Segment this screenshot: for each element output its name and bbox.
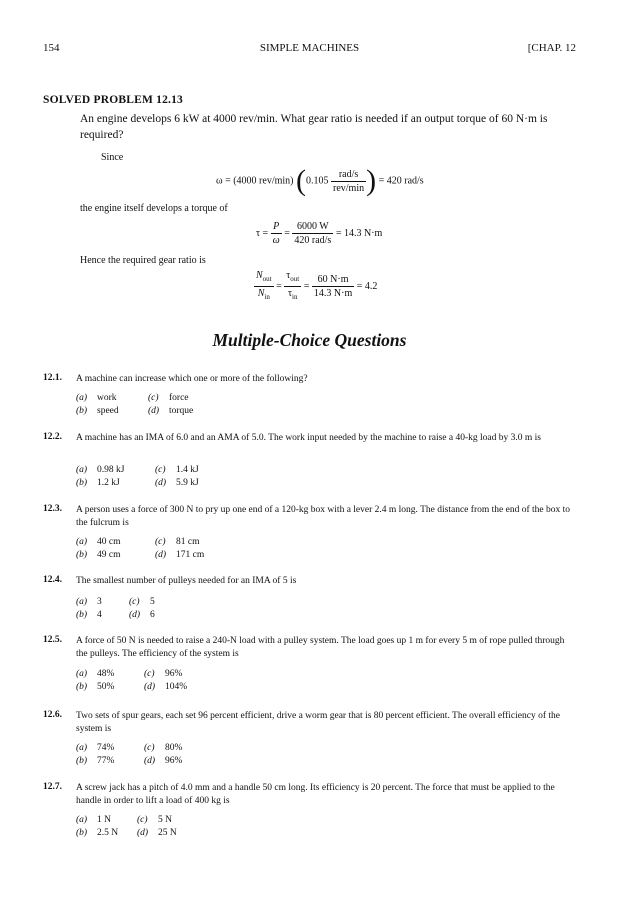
right-paren: ) xyxy=(366,164,377,197)
tau-frac2 xyxy=(292,220,333,247)
option-c: (c) 80% xyxy=(144,743,183,753)
option-a: (a) 3 xyxy=(76,597,102,607)
option-d: (d) 171 cm xyxy=(155,550,205,560)
ratio-t-den: $\tau_{in}$ xyxy=(288,288,298,301)
ratio-v-num: 60 N·m xyxy=(312,273,354,287)
torque-equation xyxy=(256,220,382,247)
ratio-v-den: 14.3 N·m xyxy=(313,288,353,299)
chapter-ref: [CHAP. 12 xyxy=(527,42,576,54)
question-number: 12.4. xyxy=(43,575,62,585)
ratio-n-num: $N_{out}$ xyxy=(254,269,274,287)
question-number: 12.7. xyxy=(43,782,62,792)
solved-problem-text: An engine develops 6 kW at 4000 rev/min. What gear ratio is needed if an output torque of 60 N·m is required? xyxy=(80,113,548,141)
tau-frac2-den: 420 rad/s xyxy=(294,235,332,246)
page-number: 154 xyxy=(43,42,60,54)
option-d: (d) torque xyxy=(148,406,194,416)
option-b: (b) 1.2 kJ xyxy=(76,478,120,488)
tau-frac1-num: P xyxy=(271,220,282,234)
question-number: 12.1. xyxy=(43,373,62,383)
question-text: A screw jack has a pitch of 4.0 mm and a handle 50 cm long. Its efficiency is 20 percent. The force that must be applied to the handle in order to lift a load of 400 kg is xyxy=(76,783,555,806)
option-a: (a) 48% xyxy=(76,669,115,679)
ratio-v-frac xyxy=(312,273,354,300)
option-c: (c) 81 cm xyxy=(155,537,200,547)
question-text: A machine can increase which one or more of the following? xyxy=(76,374,308,384)
option-b: (b) 77% xyxy=(76,756,115,766)
since-label: Since xyxy=(101,152,124,163)
omega-lhs: ω = (4000 rev/min) xyxy=(216,175,294,187)
ratio-n-frac xyxy=(254,269,274,304)
option-c: (c) 1.4 kJ xyxy=(155,465,199,475)
option-b: (b) 50% xyxy=(76,682,115,692)
option-d: (d) 5.9 kJ xyxy=(155,478,199,488)
option-b: (b) 4 xyxy=(76,610,102,620)
option-c: (c) 96% xyxy=(144,669,183,679)
question-text: A force of 50 N is needed to raise a 240-N load with a pulley system. The load goes up 1 m for every 5 m of rope pulled through the pulleys. The efficiency of the system is xyxy=(76,636,565,659)
option-a: (a) 40 cm xyxy=(76,537,121,547)
option-d: (d) 96% xyxy=(144,756,183,766)
option-d: (d) 6 xyxy=(129,610,155,620)
torque-intro: the engine itself develops a torque of xyxy=(80,203,228,214)
option-a: (a) 1 N xyxy=(76,815,111,825)
tau-frac1 xyxy=(271,220,282,247)
omega-fraction xyxy=(331,168,366,195)
option-c: (c) 5 xyxy=(129,597,155,607)
ratio-n-den: $N_{in}$ xyxy=(257,288,270,301)
question-text: Two sets of spur gears, each set 96 percent efficient, drive a worm gear that is 80 percent efficient. The overall efficiency of the system is xyxy=(76,711,560,734)
gear-ratio-equation xyxy=(254,269,377,304)
option-b: (b) 49 cm xyxy=(76,550,121,560)
question-12-5 xyxy=(43,635,576,695)
tau-frac2-num: 6000 W xyxy=(292,220,333,234)
tau-result: = 14.3 N·m xyxy=(335,227,383,239)
question-number: 12.5. xyxy=(43,635,62,645)
question-12-1 xyxy=(43,373,576,421)
section-title: Multiple-Choice Questions xyxy=(212,330,407,350)
question-12-2 xyxy=(43,432,576,492)
question-number: 12.6. xyxy=(43,710,62,720)
question-12-3 xyxy=(43,504,576,564)
question-12-6 xyxy=(43,710,576,770)
option-d: (d) 104% xyxy=(144,682,188,692)
omega-coef: 0.105 xyxy=(306,175,329,187)
ratio-result: = 4.2 xyxy=(356,280,378,292)
option-c: (c) 5 N xyxy=(137,815,172,825)
question-number: 12.3. xyxy=(43,504,62,514)
question-12-7 xyxy=(43,782,576,842)
option-b: (b) speed xyxy=(76,406,119,416)
option-a: (a) 0.98 kJ xyxy=(76,465,125,475)
option-a: (a) work xyxy=(76,393,117,403)
ratio-t-frac xyxy=(284,269,301,304)
ratio-intro: Hence the required gear ratio is xyxy=(80,255,206,266)
question-12-4 xyxy=(43,575,576,623)
question-text: A machine has an IMA of 6.0 and an AMA of 5.0. The work input needed by the machine to raise a 40-kg load by 3.0 m is xyxy=(76,433,541,443)
omega-result: = 420 rad/s xyxy=(378,175,424,187)
tau-frac1-den: ω xyxy=(272,235,280,246)
question-text: The smallest number of pulleys needed for an IMA of 5 is xyxy=(76,576,297,586)
omega-equation xyxy=(216,166,424,196)
left-paren: ( xyxy=(296,164,306,197)
option-b: (b) 2.5 N xyxy=(76,828,119,838)
running-header: SIMPLE MACHINES xyxy=(259,42,360,54)
ratio-t-num: $\tau_{out}$ xyxy=(284,269,301,287)
solved-problem-title: SOLVED PROBLEM 12.13 xyxy=(43,94,184,106)
omega-frac-den: rev/min xyxy=(333,182,365,194)
option-d: (d) 25 N xyxy=(137,828,177,838)
eq-sign: = xyxy=(276,280,282,292)
omega-frac-num: rad/s xyxy=(331,168,366,182)
tau-lhs: τ = xyxy=(256,227,269,239)
question-number: 12.2. xyxy=(43,432,62,442)
eq-sign: = xyxy=(284,227,290,239)
eq-sign: = xyxy=(303,280,310,292)
option-a: (a) 74% xyxy=(76,743,115,753)
question-text: A person uses a force of 300 N to pry up one end of a 120-kg box with a lever 2.4 m long. The distance from the end of the box to the fulcrum is xyxy=(76,505,570,528)
option-c: (c) force xyxy=(148,393,189,403)
